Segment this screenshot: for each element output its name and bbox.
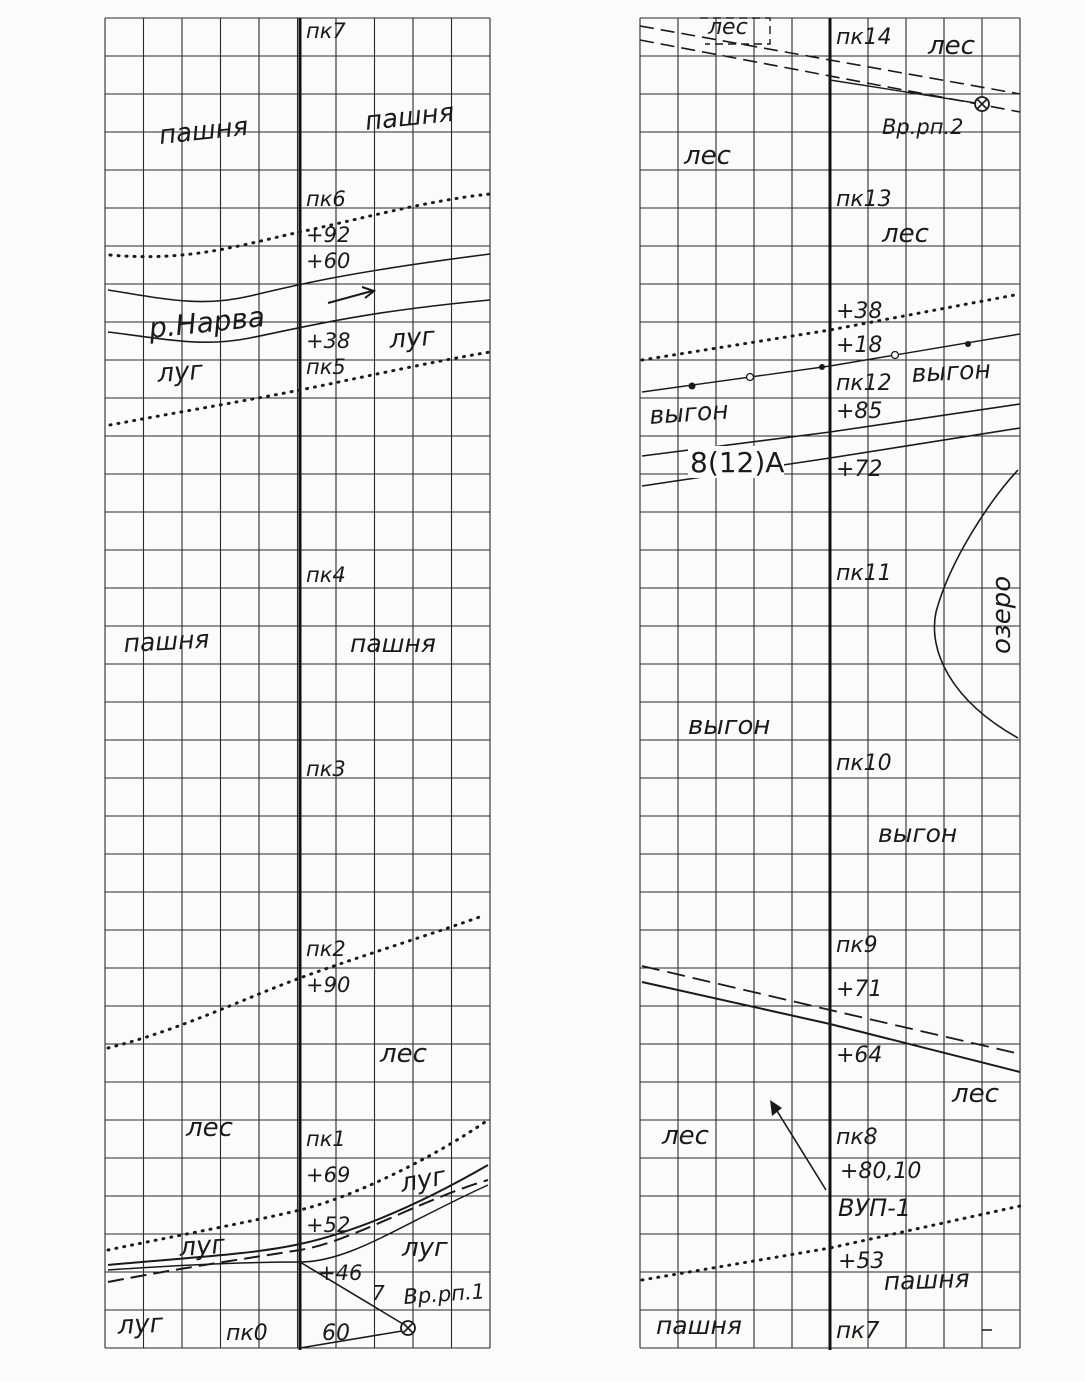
land-label: пашня bbox=[157, 111, 250, 151]
plus-label: +38 bbox=[836, 299, 883, 324]
picket-label: пк1 bbox=[306, 1127, 346, 1151]
left-strip bbox=[105, 18, 490, 1350]
vup-pointer-line bbox=[774, 1106, 826, 1190]
plus-label: +92 bbox=[306, 223, 351, 247]
picket-label: пк11 bbox=[836, 561, 892, 586]
land-label: пашня bbox=[656, 1311, 742, 1340]
plus-label: +90 bbox=[306, 973, 351, 997]
land-label: выгон bbox=[878, 819, 958, 848]
land-label: выгон bbox=[648, 395, 730, 430]
land-label: лес bbox=[380, 1039, 427, 1069]
picket-label: пк4 bbox=[306, 563, 346, 587]
tie-line-benchmark-1-b bbox=[300, 1330, 408, 1348]
power-line-pole bbox=[747, 374, 754, 381]
plus-label: +69 bbox=[306, 1163, 351, 1187]
benchmark-label: Вр.рп.2 bbox=[882, 115, 964, 139]
picket-label: пк8 bbox=[836, 1125, 878, 1150]
distance-label: 60 bbox=[322, 1321, 350, 1346]
plus-label: +46 bbox=[318, 1261, 363, 1285]
picket-label: пк3 bbox=[306, 757, 346, 781]
land-label: лес bbox=[186, 1113, 233, 1143]
river-label: р.Нарва bbox=[147, 299, 267, 345]
land-label: пашня bbox=[350, 629, 436, 658]
picket-label: пк12 bbox=[836, 371, 892, 396]
plus-label: +52 bbox=[306, 1213, 351, 1237]
picket-label: пк5 bbox=[306, 355, 346, 379]
land-label: лес bbox=[662, 1121, 709, 1151]
picket-label: пк10 bbox=[836, 751, 892, 776]
right-strip bbox=[640, 15, 1020, 1350]
plus-label: +85 bbox=[836, 399, 883, 424]
picket-label: пк6 bbox=[306, 187, 346, 211]
picket-label: пк14 bbox=[836, 25, 892, 50]
land-label: луг bbox=[402, 1233, 448, 1263]
vup-label: ВУП-1 bbox=[838, 1194, 912, 1222]
power-line-pole bbox=[819, 364, 825, 370]
road-label: 8(12)А bbox=[690, 446, 785, 479]
plus-label: +53 bbox=[838, 1249, 885, 1274]
land-label: луг bbox=[116, 1308, 164, 1341]
plus-label: +64 bbox=[836, 1043, 883, 1068]
picket-label: пк7 bbox=[836, 1318, 880, 1344]
land-label: пашня bbox=[883, 1264, 971, 1296]
land-label: лес bbox=[708, 15, 748, 40]
benchmark-label: Вр.рп.1 bbox=[402, 1279, 486, 1309]
picket-label: пк0 bbox=[226, 1321, 268, 1346]
traverse-mark: 7 bbox=[372, 1281, 385, 1305]
land-label: выгон bbox=[688, 711, 771, 741]
land-label: лес bbox=[882, 219, 929, 249]
picket-label: пк9 bbox=[836, 933, 878, 958]
picket-label: пк7 bbox=[306, 19, 346, 43]
picket-label: пк2 bbox=[306, 937, 346, 961]
land-label: луг bbox=[388, 321, 437, 355]
land-label: выгон bbox=[910, 354, 992, 388]
plus-label: +71 bbox=[836, 977, 883, 1002]
plus-label: +72 bbox=[836, 457, 883, 482]
vup-pointer-head bbox=[770, 1100, 782, 1116]
land-label: лес bbox=[928, 31, 975, 61]
land-label: луг bbox=[178, 1229, 227, 1263]
left-strip-grid bbox=[105, 18, 490, 1348]
plus-label: +80,10 bbox=[840, 1159, 922, 1184]
land-label: лес bbox=[684, 141, 731, 171]
land-label: луг bbox=[156, 355, 205, 389]
plus-label: +38 bbox=[306, 329, 351, 353]
land-label: пашня bbox=[122, 624, 211, 658]
land-label: лес bbox=[952, 1079, 999, 1109]
power-line-pole bbox=[892, 352, 899, 359]
lake-label: озеро bbox=[987, 575, 1017, 654]
plus-label: +60 bbox=[306, 249, 351, 273]
land-label: луг bbox=[398, 1161, 449, 1199]
land-label: пашня bbox=[363, 97, 456, 137]
power-line-pole bbox=[965, 341, 971, 347]
plus-label: +18 bbox=[836, 333, 883, 358]
power-line-pole bbox=[689, 383, 696, 390]
boundary-pk2 bbox=[108, 915, 485, 1048]
picket-label: пк13 bbox=[836, 187, 892, 212]
